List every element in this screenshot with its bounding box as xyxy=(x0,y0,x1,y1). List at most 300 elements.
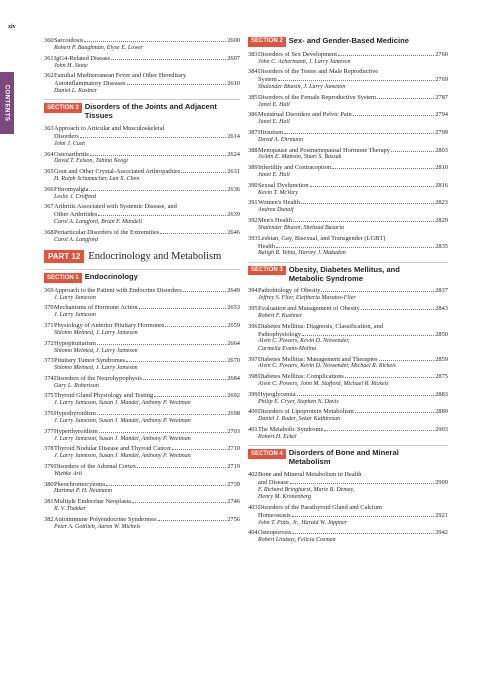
chapter-title: Physiology of Anterior Pituitary Hormones xyxy=(54,322,165,330)
section-header-sex-gender xyxy=(248,37,448,47)
chapter-title: Disorders xyxy=(54,132,79,140)
chapter-title: Women's Health xyxy=(258,199,300,207)
chapter-authors: Gary L. Robertson xyxy=(54,382,99,389)
leader-dots xyxy=(158,520,227,521)
chapter-number: 375 xyxy=(44,392,54,400)
leader-dots xyxy=(181,172,226,173)
chapter-authors: JoAnn E. Manson, Shari S. Bassuk xyxy=(258,154,342,161)
chapter-title: Sexual Dysfunction xyxy=(258,181,309,189)
page-ref: 2889 xyxy=(435,408,448,416)
chapter-authors: J. Larry Jameson, Susan J. Mandel, Anthony P. Weetman xyxy=(54,400,191,407)
chapter-title: Disorders of the Female Reproductive System xyxy=(258,93,377,101)
chapter-number: 372 xyxy=(44,339,54,347)
toc-entry xyxy=(248,235,448,258)
page-ref: 2816 xyxy=(435,181,448,189)
leader-dots xyxy=(302,335,434,336)
chapter-number: 395 xyxy=(248,305,258,313)
toc-entry xyxy=(44,229,240,244)
page-ref: 2921 xyxy=(435,511,448,519)
chapter-title: Lesbian, Gay, Bisexual, and Transgender (LGBT) xyxy=(258,234,386,242)
chapter-number: 382 xyxy=(44,515,54,523)
page-ref: 2614 xyxy=(227,132,240,140)
leader-dots xyxy=(292,516,435,517)
leader-dots xyxy=(379,360,435,361)
leader-dots xyxy=(139,308,227,309)
chapter-number: 388 xyxy=(248,146,258,154)
page-ref: 2769 xyxy=(435,76,448,84)
page-ref: 2659 xyxy=(227,322,240,330)
chapter-authors: John T. Potts, Jr., Harald W. Jüppner xyxy=(258,519,348,526)
obesity-diabetes-entries xyxy=(248,287,448,441)
leader-dots xyxy=(172,449,226,450)
toc-entry xyxy=(44,37,240,52)
endocrinology-entries xyxy=(44,287,240,531)
chapter-number: 380 xyxy=(44,480,54,488)
toc-entry xyxy=(44,55,240,70)
page-ref: 2636 xyxy=(227,185,240,193)
toc-entry xyxy=(44,498,240,513)
chapter-authors: Robert P. Baughman, Elyse E. Lower xyxy=(54,44,144,51)
leader-dots xyxy=(276,247,434,248)
chapter-authors: David T. Felson, Tuhina Neogi xyxy=(54,158,128,165)
page-ref: 2710 xyxy=(227,445,240,453)
toc-entry xyxy=(44,168,240,183)
chapter-title: Disorders of the Testes and Male Reproductive xyxy=(258,68,379,76)
chapter-title: Approach to Articular and Musculoskeletal xyxy=(54,125,165,133)
chapter-number: 390 xyxy=(248,181,258,189)
left-column xyxy=(44,37,240,533)
chapter-title: Men's Health xyxy=(258,216,292,224)
chapter-title: Homeostasis xyxy=(258,511,291,519)
chapter-title: Other Arthritides xyxy=(54,211,98,219)
page-ref: 2610 xyxy=(227,80,240,88)
section-header-joints xyxy=(44,99,240,121)
section-chip: SECTION 1 xyxy=(44,273,82,283)
section-title: Sex- and Gender-Based Medicine xyxy=(288,36,409,45)
toc-entry xyxy=(248,356,448,371)
section-title: Disorders of the Joints and Adjacent Tissues xyxy=(84,102,217,121)
page-ref: 2746 xyxy=(227,498,240,506)
chapter-number: 402 xyxy=(248,470,258,478)
toc-entry xyxy=(248,147,448,162)
chapter-number: 365 xyxy=(44,168,54,176)
chapter-number: 401 xyxy=(248,425,258,433)
toc-entry xyxy=(248,426,448,441)
chapter-title: Disorders of the Neurohypophysis xyxy=(54,374,142,382)
page-ref: 2607 xyxy=(227,54,240,62)
leader-dots xyxy=(111,59,226,60)
toc-entry xyxy=(44,203,240,226)
leader-dots xyxy=(293,221,434,222)
chapter-number: 367 xyxy=(44,203,54,211)
toc-entry xyxy=(44,375,240,390)
leader-dots xyxy=(160,233,226,234)
toc-entry xyxy=(44,287,240,302)
chapter-authors: Shalender Bhasin, J. Larry Jameson xyxy=(258,84,346,91)
toc-entry xyxy=(248,182,448,197)
page-number: xiv xyxy=(8,24,16,30)
page-ref: 2835 xyxy=(435,242,448,250)
leader-dots xyxy=(324,430,434,431)
leader-dots xyxy=(332,168,434,169)
section-chip: SECTION 3 xyxy=(44,103,82,113)
toc-entry xyxy=(248,217,448,232)
toc-entry xyxy=(248,504,448,527)
chapter-number: 363 xyxy=(44,125,54,133)
chapter-title: System xyxy=(258,76,277,84)
page-ref: 2883 xyxy=(435,390,448,398)
chapter-title: Diabetes Mellitus: Management and Therapies xyxy=(258,355,378,363)
leader-dots xyxy=(126,361,226,362)
chapter-number: 400 xyxy=(248,408,258,416)
leader-dots xyxy=(377,98,434,99)
chapter-authors: Robert F. Kushner xyxy=(258,312,303,319)
chapter-authors: Hartmut P. H. Neumann xyxy=(54,488,113,495)
toc-entry xyxy=(248,51,448,66)
page-ref: 2843 xyxy=(435,305,448,313)
chapter-authors: Henry M. Kronenberg xyxy=(258,494,312,501)
chapter-title: Mechanisms of Hormone Action xyxy=(54,304,138,312)
chapter-number: 396 xyxy=(248,322,258,330)
chapter-title: Pituitary Tumor Syndromes xyxy=(54,357,126,365)
chapter-authors: J. Larry Jameson, Susan J. Mandel, Anthony P. Weetman xyxy=(54,417,191,424)
leader-dots xyxy=(137,467,226,468)
chapter-number: 370 xyxy=(44,304,54,312)
chapter-title: Hirsutism xyxy=(258,128,284,136)
leader-dots xyxy=(89,190,226,191)
page-ref: 2649 xyxy=(227,286,240,294)
chapter-title: Autoinflammatory Diseases xyxy=(54,80,126,88)
chapter-number: 371 xyxy=(44,322,54,330)
page-ref: 2639 xyxy=(227,211,240,219)
chapter-title: Hypopituitarism xyxy=(54,339,96,347)
toc-entry xyxy=(44,428,240,443)
page-ref: 2719 xyxy=(227,462,240,470)
leader-dots xyxy=(154,396,226,397)
toc-entry xyxy=(44,322,240,337)
chapter-title: Menopause and Postmenopausal Hormone Therapy xyxy=(258,146,390,154)
chapter-number: 386 xyxy=(248,111,258,119)
toc-entry xyxy=(248,305,448,320)
chapter-number: 397 xyxy=(248,355,258,363)
chapter-title: Periarticular Disorders of the Extremities xyxy=(54,228,160,236)
chapter-authors: John C. Achermann, J. Larry Jameson xyxy=(258,58,351,65)
chapter-number: 364 xyxy=(44,150,54,158)
chapter-title: Gout and Other Crystal-Associated Arthropathies xyxy=(54,168,181,176)
leader-dots xyxy=(80,137,226,138)
chapter-authors: H. Ralph Schumacher, Lan X. Chen xyxy=(54,176,140,183)
chapter-number: 389 xyxy=(248,164,258,172)
leader-dots xyxy=(391,151,434,152)
leader-dots xyxy=(292,533,434,534)
chapter-number: 392 xyxy=(248,216,258,224)
toc-entry xyxy=(44,463,240,478)
section-title: Disorders of Bone and Mineral Metabolism xyxy=(288,448,399,467)
toc-entry xyxy=(44,125,240,148)
toc-entry xyxy=(248,323,448,354)
toc-entry xyxy=(44,392,240,407)
toc-entry xyxy=(44,357,240,372)
leader-dots xyxy=(97,344,226,345)
chapter-title: Diabetes Mellitus: Diagnosis, Classification, and xyxy=(258,322,383,330)
chapter-authors: J. Larry Jameson xyxy=(54,294,96,301)
chapter-title: Approach to the Patient with Endocrine Disorders xyxy=(54,286,182,294)
chapter-title: Pathophysiology xyxy=(258,330,301,338)
toc-entry xyxy=(248,68,448,91)
leader-dots xyxy=(97,414,226,415)
chapter-title: Osteoporosis xyxy=(258,529,292,537)
chapter-number: 374 xyxy=(44,374,54,382)
leader-dots xyxy=(98,215,226,216)
leader-dots xyxy=(321,291,434,292)
chapter-title: Osteoarthritis xyxy=(54,150,89,158)
chapter-title: Menstrual Disorders and Pelvic Pain xyxy=(258,111,352,119)
page-ref: 2850 xyxy=(435,330,448,338)
contents-side-tab xyxy=(0,72,14,134)
joints-entries xyxy=(44,125,240,244)
chapter-title: Infertility and Contraception xyxy=(258,164,332,172)
chapter-authors: Leslie J. Crofford xyxy=(54,193,97,200)
page-ref: 2794 xyxy=(435,111,448,119)
chapter-number: 394 xyxy=(248,287,258,295)
chapter-authors: Robert H. Eckel xyxy=(258,433,297,440)
chapter-authors: Kevin T. McVary xyxy=(258,189,299,196)
chapter-authors: Alvin C. Powers, Kevin D. Niswender, xyxy=(258,338,350,345)
toc-entry xyxy=(248,408,448,423)
toc-entry xyxy=(248,391,448,406)
section-header-bone-mineral xyxy=(248,445,448,467)
chapter-authors: John J. Cush xyxy=(54,140,86,147)
side-tab-label: CONTENTS xyxy=(3,84,11,122)
toc-entry xyxy=(44,516,240,531)
page-ref: 2760 xyxy=(435,50,448,58)
leader-dots xyxy=(284,133,434,134)
toc-entry xyxy=(44,445,240,460)
chapter-authors: David A. Ehrmann xyxy=(258,136,304,143)
chapter-number: 369 xyxy=(44,286,54,294)
chapter-authors: Shlomo Melmed, J. Larry Jameson xyxy=(54,365,138,372)
leader-dots xyxy=(345,377,434,378)
chapter-authors: Robert Lindsay, Felicia Cosman xyxy=(258,537,336,544)
chapter-title: Disorders of the Parathyroid Gland and Calcium xyxy=(258,503,382,511)
chapter-authors: Baligh R. Yehia, Harvey J. Makadon xyxy=(258,250,346,257)
page-ref: 2942 xyxy=(435,529,448,537)
chapter-title: Diabetes Mellitus: Complications xyxy=(258,373,344,381)
toc-entry xyxy=(44,72,240,95)
chapter-authors: Alvin C. Powers, Kevin D. Niswender, Michael R. Rickels xyxy=(258,363,397,370)
page-ref: 2664 xyxy=(227,339,240,347)
chapter-title: Arthritis Associated with Systemic Disease, and xyxy=(54,203,177,211)
chapter-number: 403 xyxy=(248,503,258,511)
chapter-authors: Janet E. Hall xyxy=(258,101,290,108)
chapter-title: Hypothyroidism xyxy=(54,410,96,418)
page-ref: 2829 xyxy=(435,216,448,224)
page-ref: 2837 xyxy=(435,287,448,295)
page-ref: 2646 xyxy=(227,228,240,236)
chapter-number: 379 xyxy=(44,462,54,470)
chapter-authors: Carol A. Langford, Brian F. Mandell xyxy=(54,219,143,226)
page-ref: 2684 xyxy=(227,374,240,382)
section-title: Endocrinology xyxy=(84,272,138,282)
bone-mineral-entries xyxy=(248,471,448,545)
page-ref: 2803 xyxy=(435,146,448,154)
right-column xyxy=(248,37,448,547)
toc-entry xyxy=(248,199,448,214)
leader-dots xyxy=(106,485,226,486)
chapter-title: Bone and Mineral Metabolism in Health xyxy=(258,470,362,478)
chapter-title: The Metabolic Syndrome xyxy=(258,425,324,433)
chapter-title: Health xyxy=(258,242,276,250)
chapter-number: 385 xyxy=(248,93,258,101)
chapter-authors: Wiebke Arlt xyxy=(54,470,83,477)
part-title: Endocrinology and Metabolism xyxy=(88,251,222,263)
toc-entry xyxy=(248,94,448,109)
page-ref: 2670 xyxy=(227,357,240,365)
chapter-number: 361 xyxy=(44,54,54,62)
chapter-title: Fibromyalgia xyxy=(54,185,89,193)
chapter-title: Disorders of Sex Development xyxy=(258,50,337,58)
chapter-authors: F. Richard Bringhurst, Marie B. Demay, xyxy=(258,486,355,493)
leader-dots xyxy=(301,203,434,204)
chapter-authors: Shlomo Melmed, J. Larry Jameson xyxy=(54,329,138,336)
part-header xyxy=(44,250,240,263)
page-ref: 2756 xyxy=(227,515,240,523)
leader-dots xyxy=(355,412,435,413)
page-ref: 2859 xyxy=(435,355,448,363)
chapter-number: 387 xyxy=(248,128,258,136)
chapter-title: Sarcoidosis xyxy=(54,37,84,44)
chapter-authors: Carol A. Langford xyxy=(54,236,98,243)
leader-dots xyxy=(143,379,226,380)
toc-entry xyxy=(248,129,448,144)
chapter-title: and Disease xyxy=(258,478,289,486)
leader-dots xyxy=(361,309,434,310)
toc-entry xyxy=(248,373,448,388)
page-ref: 2600 xyxy=(227,37,240,44)
chapter-number: 384 xyxy=(248,68,258,76)
chapter-title: Evaluation and Management of Obesity xyxy=(258,305,360,313)
sex-gender-entries xyxy=(248,51,448,258)
page-ref: 2739 xyxy=(227,480,240,488)
chapter-title: Familial Mediterranean Fever and Other Hereditary xyxy=(54,72,187,80)
leader-dots xyxy=(132,502,226,503)
page-ref: 2903 xyxy=(435,425,448,433)
chapter-authors: Alvin C. Powers, John M. Stafford, Michael R. Rickels xyxy=(258,381,389,388)
page-ref: 2787 xyxy=(435,93,448,101)
chapter-title: Pathobiology of Obesity xyxy=(258,287,321,295)
chapter-number: 373 xyxy=(44,357,54,365)
chapter-title: Disorders of Lipoprotein Metabolism xyxy=(258,408,354,416)
leader-dots xyxy=(127,84,227,85)
chapter-title: IgG4-Related Disease xyxy=(54,54,111,62)
leader-dots xyxy=(165,326,226,327)
chapter-title: Thyroid Gland Physiology and Testing xyxy=(54,392,154,400)
leader-dots xyxy=(84,41,226,42)
toc-entry xyxy=(248,287,448,302)
left-top-entries xyxy=(44,37,240,95)
toc-entry xyxy=(248,164,448,179)
toc-entry xyxy=(44,151,240,166)
chapter-number: 404 xyxy=(248,529,258,537)
page-ref: 2909 xyxy=(435,478,448,486)
chapter-number: 381 xyxy=(44,498,54,506)
chapter-title: Disorders of the Adrenal Cortex xyxy=(54,462,136,470)
chapter-number: 368 xyxy=(44,228,54,236)
chapter-authors: Jeffrey S. Flier, Eleftheria Maratos-Flier xyxy=(258,295,356,302)
page-ref: 2692 xyxy=(227,392,240,400)
leader-dots xyxy=(297,395,435,396)
chapter-title: Hyperthyroidism xyxy=(54,427,98,435)
chapter-authors: Janet E. Hall xyxy=(258,119,290,126)
section-chip: SECTION 4 xyxy=(248,449,286,459)
chapter-authors: Philip E. Cryer, Stephen N. Davis xyxy=(258,398,339,405)
chapter-title: Autoimmune Polyendocrine Syndromes xyxy=(54,515,157,523)
leader-dots xyxy=(99,432,227,433)
toc-entry xyxy=(44,481,240,496)
page-ref: 2810 xyxy=(435,164,448,172)
section-chip: SECTION 2 xyxy=(248,37,286,47)
chapter-number: 399 xyxy=(248,390,258,398)
page-ref: 2875 xyxy=(435,373,448,381)
leader-dots xyxy=(278,80,434,81)
chapter-number: 362 xyxy=(44,72,54,80)
chapter-authors: Daniel J. Rader, Sekar Kathiresan xyxy=(258,416,341,423)
page-ref: 2703 xyxy=(227,427,240,435)
chapter-authors: Shalender Bhasin, Shehzad Basaria xyxy=(258,224,344,231)
chapter-authors: R. V. Thakker xyxy=(54,506,87,513)
chapter-authors: J. Larry Jameson, Susan J. Mandel, Anthony P. Weetman xyxy=(54,453,191,460)
chapter-number: 398 xyxy=(248,373,258,381)
toc-entry xyxy=(248,471,448,502)
chapter-authors: Daniel L. Kastner xyxy=(54,88,98,95)
chapter-number: 360 xyxy=(44,37,54,44)
leader-dots xyxy=(353,115,435,116)
toc-entry xyxy=(44,304,240,319)
leader-dots xyxy=(183,291,226,292)
chapter-authors: Peter A. Gottlieb, Aaron W. Michels xyxy=(54,523,141,530)
toc-entry xyxy=(44,340,240,355)
chapter-authors: J. Larry Jameson, Susan J. Mandel, Anthony P. Weetman xyxy=(54,435,191,442)
leader-dots xyxy=(310,186,435,187)
toc-entry xyxy=(248,529,448,544)
page-ref: 2653 xyxy=(227,304,240,312)
toc-entry xyxy=(44,186,240,201)
chapter-authors: Shlomo Melmed, J. Larry Jameson xyxy=(54,347,138,354)
chapter-number: 383 xyxy=(248,50,258,58)
page-ref: 2624 xyxy=(227,150,240,158)
section-chip: SECTION 3 xyxy=(248,266,286,276)
toc-entry xyxy=(248,111,448,126)
page-ref: 2823 xyxy=(435,199,448,207)
chapter-authors: Carmella Evans-Molina xyxy=(258,345,317,352)
toc-entry xyxy=(44,410,240,425)
section-header-obesity-diabetes xyxy=(248,262,448,284)
chapter-title: Multiple Endocrine Neoplasia xyxy=(54,498,132,506)
page-ref: 2698 xyxy=(227,410,240,418)
part-chip: PART 12 xyxy=(44,250,84,263)
chapter-authors: John H. Stone xyxy=(54,62,88,69)
leader-dots xyxy=(90,155,226,156)
chapter-title: Hypoglycemia xyxy=(258,390,296,398)
chapter-authors: Andrea Dunaif xyxy=(258,207,294,214)
chapter-number: 376 xyxy=(44,410,54,418)
chapter-title: Thyroid Nodular Disease and Thyroid Cancer xyxy=(54,445,172,453)
page-ref: 2631 xyxy=(227,168,240,176)
chapter-number: 377 xyxy=(44,427,54,435)
chapter-number: 378 xyxy=(44,445,54,453)
section-header-endocrinology xyxy=(44,269,240,283)
section-title: Obesity, Diabetes Mellitus, and Metabolic Syndrome xyxy=(288,264,400,283)
